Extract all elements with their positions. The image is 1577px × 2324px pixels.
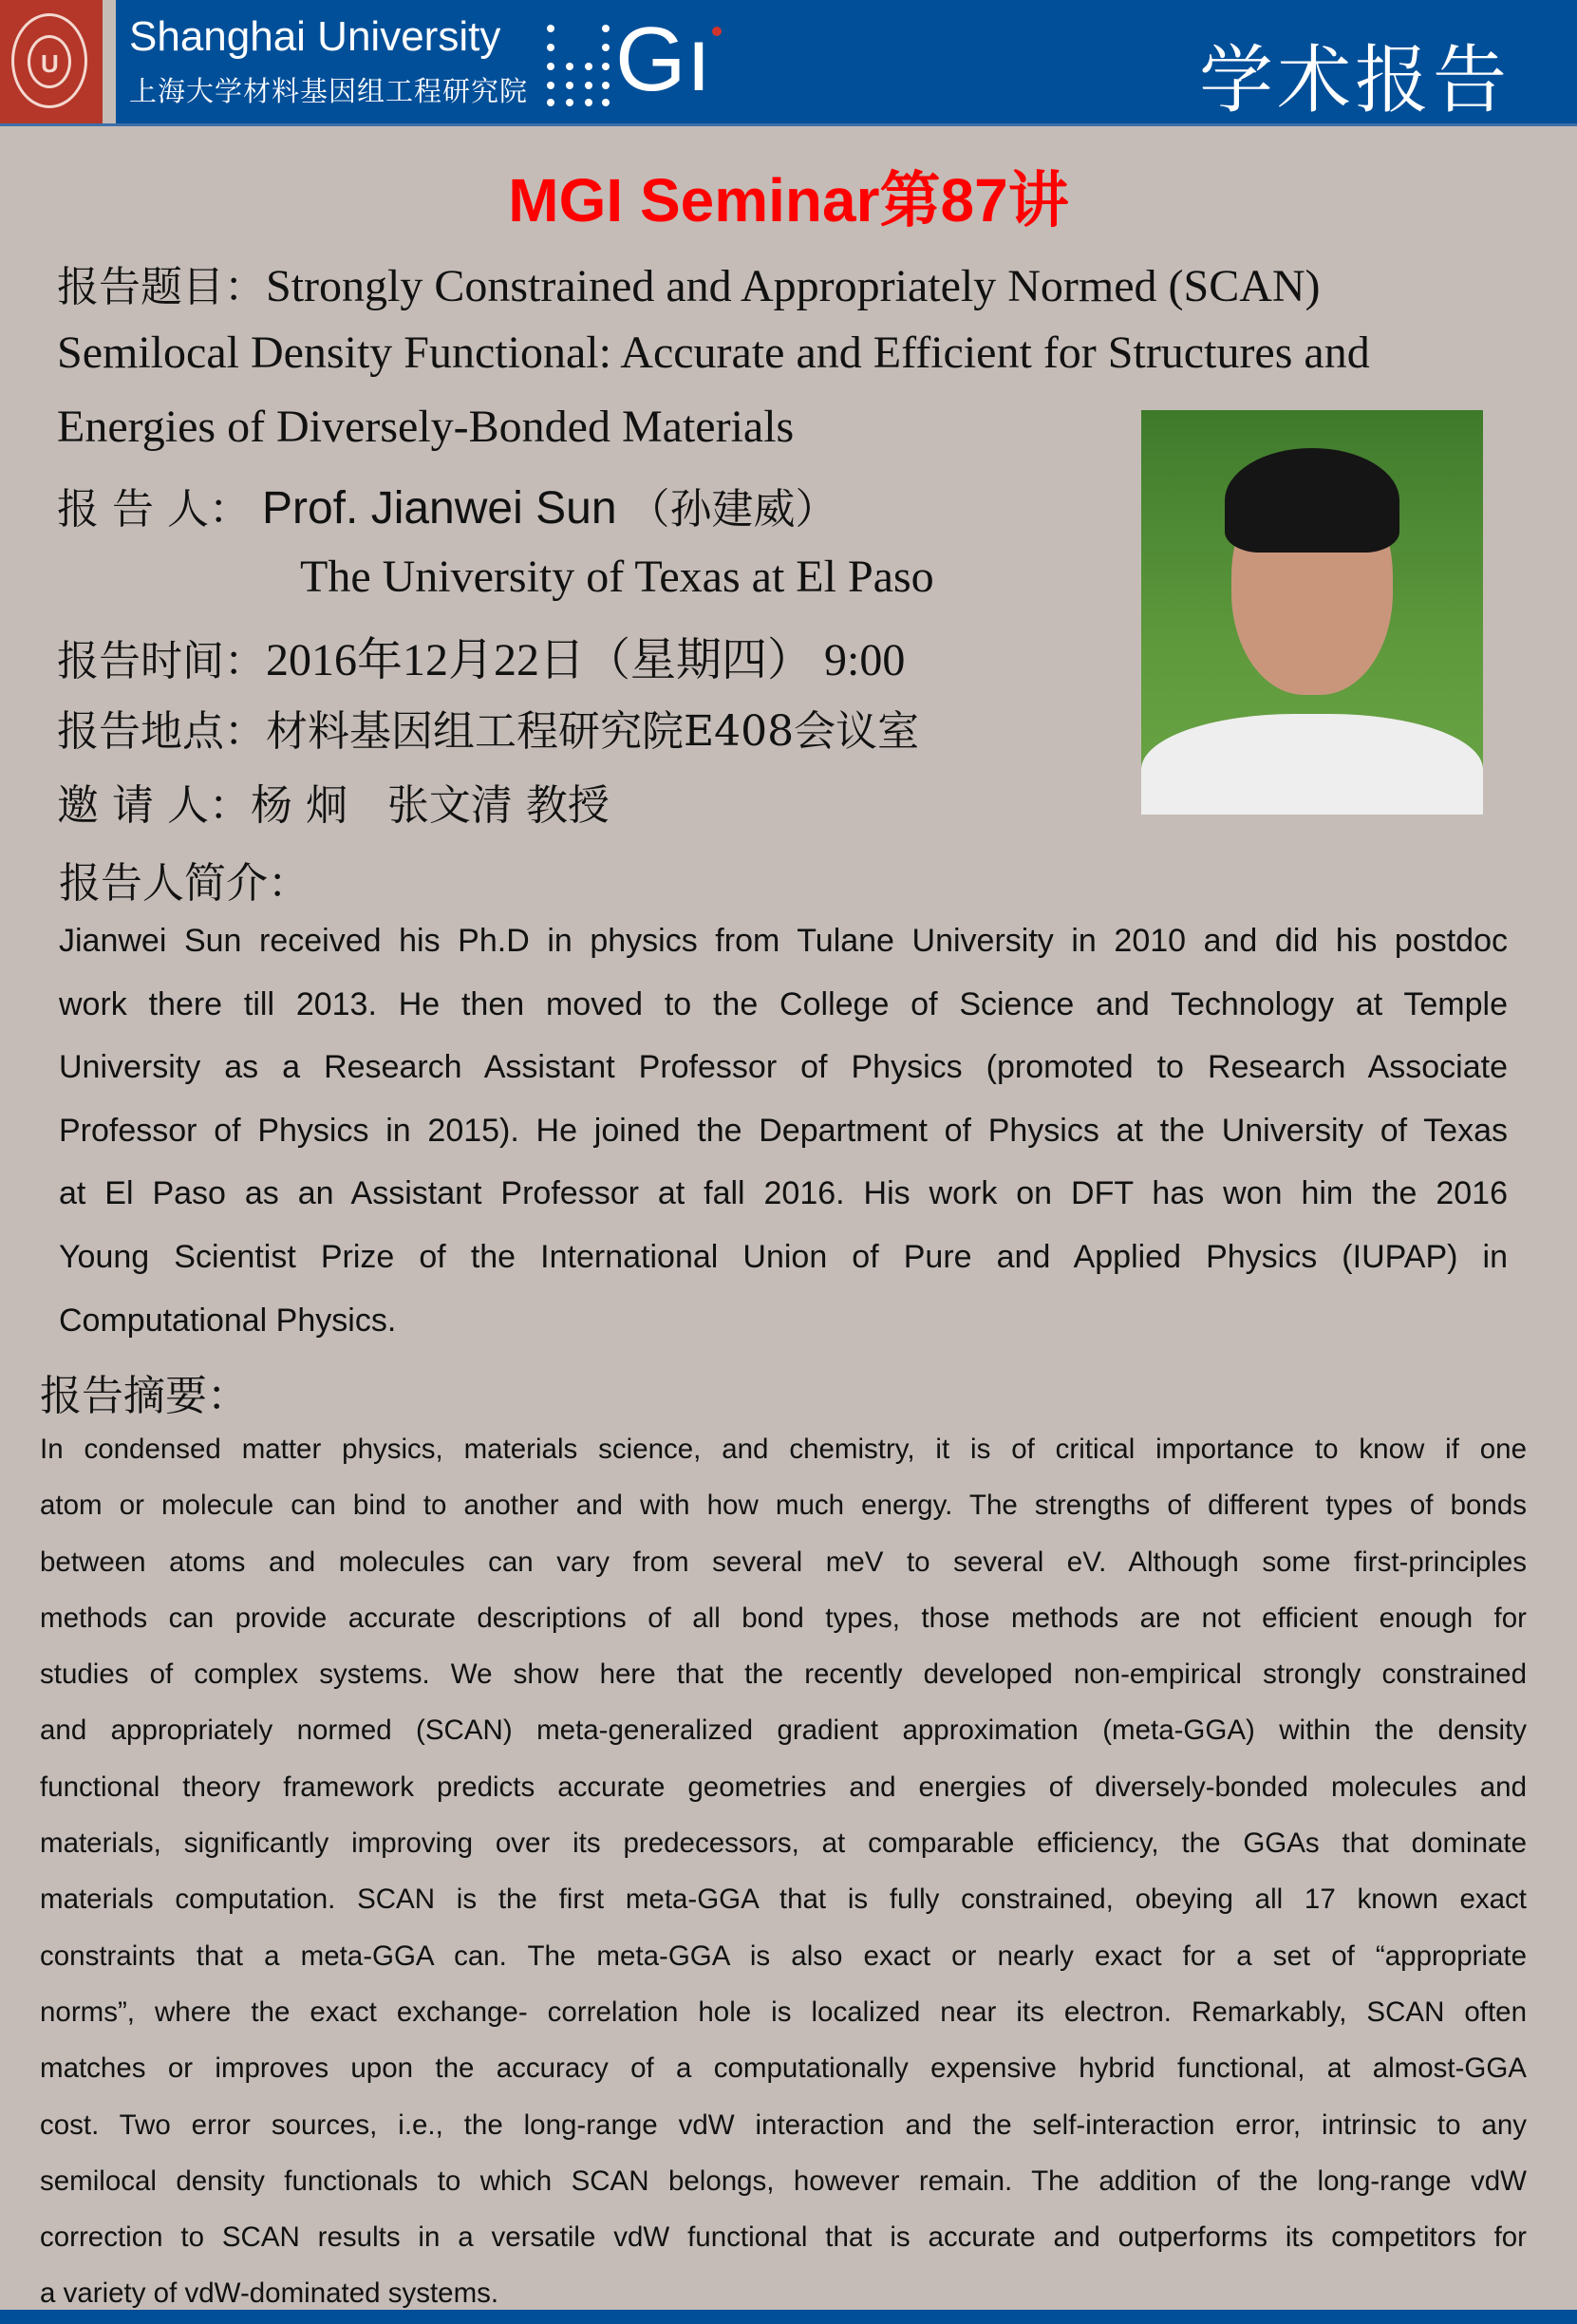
- speaker-name-cn: （孙建威）: [628, 485, 837, 534]
- host-label: 邀 请 人：: [57, 781, 251, 830]
- banner-title: 学术报告: [1198, 38, 1511, 123]
- topic-label: 报告题目：: [57, 263, 266, 311]
- host-row: [57, 771, 610, 832]
- bio-line: Computational Physics.: [59, 1302, 397, 1339]
- topic-line-3: Energies of Diversely-Bonded Materials: [57, 402, 795, 452]
- abstract-line: functional theory framework predicts accurate geometries and energies of diversely-bonded molecules and: [40, 1771, 1527, 1803]
- mgi-logo: Gı: [547, 21, 727, 106]
- bio-line: University as a Research Assistant Professor of Physics (promoted to Research Associate: [59, 1049, 1508, 1086]
- bio-line: work there till 2013. He then moved to the College of Science and Technology at Temple: [59, 985, 1508, 1022]
- time-value: 2016年12月22日（星期四） 9:00: [266, 635, 906, 685]
- abstract-line: In condensed matter physics, materials science, and chemistry, it is of critical importance to know if one: [40, 1434, 1527, 1465]
- abstract-line: matches or improves upon the accuracy of a computationally expensive hybrid functional, at almost-GGA: [40, 2052, 1527, 2085]
- seminar-title: MGI Seminar第87讲: [508, 166, 1069, 234]
- abstract-line: materials computation. SCAN is the first meta-GGA that is fully constrained, obeying all 17 known exact: [40, 1884, 1527, 1916]
- abstract-line: semilocal density functionals to which SCAN belongs, however remain. The addition of the long-range vdW: [40, 2165, 1527, 2197]
- seal-ring-icon: U: [11, 13, 87, 108]
- topic-text: Strongly Constrained and Appropriately Normed (SCAN): [266, 261, 1321, 311]
- abstract-text: [40, 1421, 1527, 2322]
- footer-bar: [0, 2310, 1577, 2324]
- header-banner: [0, 0, 1577, 126]
- shanghai-university-seal-logo: [0, 0, 103, 123]
- abstract-line: a variety of vdW-dominated systems.: [40, 2277, 499, 2310]
- abstract-line: methods can provide accurate descriptions of all bond types, those methods are not efficient enough for: [40, 1602, 1527, 1634]
- place-value: 材料基因组工程研究院E408会议室: [266, 707, 920, 756]
- divider: [103, 0, 116, 123]
- bio-line: Jianwei Sun received his Ph.D in physics from Tulane University in 2010 and did his postdoc: [59, 923, 1508, 959]
- university-name-en: Shanghai University: [129, 13, 501, 60]
- abstract-line: between atoms and molecules can vary from several meV to several eV. Although some first-principles: [40, 1546, 1527, 1578]
- time-label: 报告时间：: [57, 637, 266, 685]
- bio-line: Professor of Physics in 2015). He joined the Department of Physics at the University of Texas: [59, 1112, 1508, 1149]
- abstract-line: materials, significantly improving over its predecessors, at comparable efficiency, the GGAs that dominate: [40, 1827, 1527, 1860]
- bio-text: [59, 909, 1508, 1352]
- host-value: 杨 炯 张文清 教授: [250, 781, 610, 830]
- speaker-row: [57, 475, 837, 535]
- abstract-line: and appropriately normed (SCAN) meta-generalized gradient approximation (meta-GGA) within the density: [40, 1715, 1527, 1747]
- time-row: [57, 623, 905, 688]
- bio-heading: 报告人简介：: [59, 859, 310, 908]
- abstract-line: correction to SCAN results in a versatile vdW functional that is accurate and outperforms its competitors for: [40, 2221, 1527, 2254]
- abstract-line: atom or molecule can bind to another and with how much energy. The strengths of different types of bonds: [40, 1490, 1527, 1522]
- speaker-label: 报 告 人：: [57, 485, 251, 534]
- speaker-affiliation: The University of Texas at El Paso: [300, 552, 934, 602]
- topic-line-2: Semilocal Density Functional: Accurate and Efficient for Structures and: [57, 328, 1370, 378]
- abstract-line: cost. Two error sources, i.e., the long-range vdW interaction and the self-interaction error, intrinsic to any: [40, 2108, 1527, 2141]
- place-label: 报告地点：: [57, 707, 266, 756]
- abstract-line: constraints that a meta-GGA can. The meta-GGA is also exact or nearly exact for a set of “appropriate: [40, 1940, 1527, 1972]
- speaker-photo: [1141, 410, 1483, 815]
- institute-name-cn: 上海大学材料基因组工程研究院: [129, 77, 529, 107]
- abstract-line: norms”, where the exact exchange- correlation hole is localized near its electron. Remarkably, SCAN often: [40, 1996, 1527, 2028]
- bio-line: Young Scientist Prize of the International Union of Pure and Applied Physics (IUPAP) in: [59, 1238, 1508, 1275]
- abstract-line: studies of complex systems. We show here that the recently developed non-empirical strongly constrained: [40, 1659, 1527, 1691]
- place-row: [57, 697, 919, 758]
- abstract-heading: 报告摘要：: [40, 1372, 249, 1420]
- topic-line-1: [57, 253, 1321, 313]
- bio-line: at El Paso as an Assistant Professor at fall 2016. His work on DFT has won him the 2016: [59, 1175, 1508, 1212]
- speaker-name: Prof. Jianwei Sun: [261, 483, 617, 534]
